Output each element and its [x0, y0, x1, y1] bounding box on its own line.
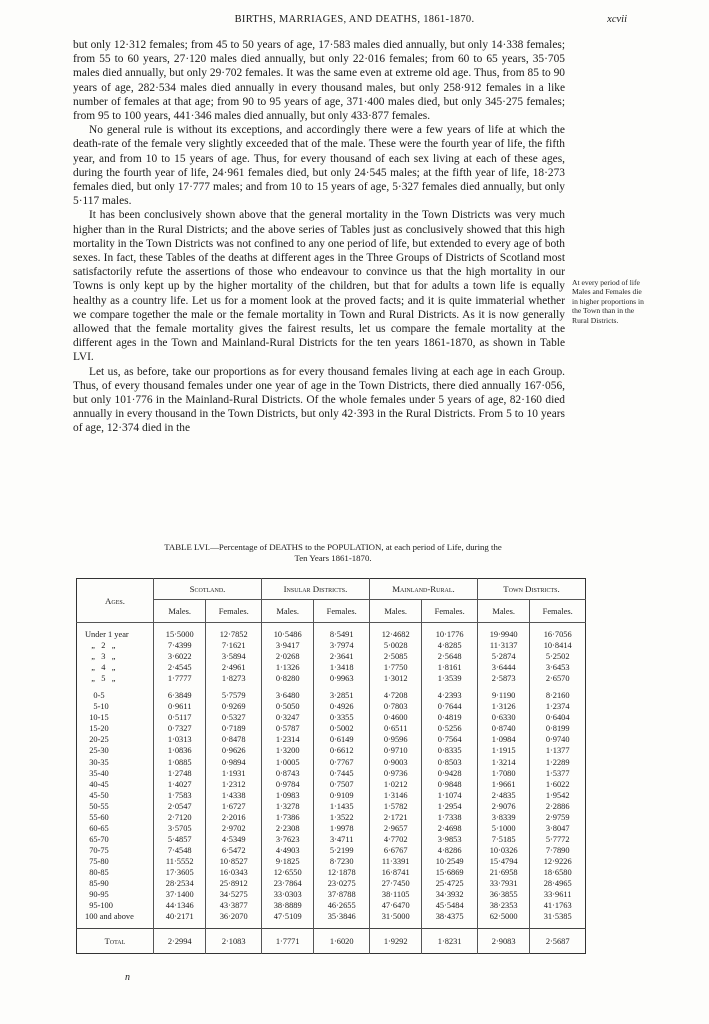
value-cell: 0·7445	[314, 768, 370, 779]
mortality-table	[76, 578, 586, 954]
value-cell: 15·4794	[477, 856, 529, 867]
table-row	[77, 673, 586, 684]
value-cell: 2·4698	[422, 823, 478, 834]
table-row	[77, 701, 586, 712]
value-cell: 3·6480	[261, 690, 313, 701]
table-row	[77, 690, 586, 701]
value-cell: 2·5873	[477, 673, 529, 684]
table-caption	[80, 542, 586, 564]
value-cell: 3·9853	[422, 834, 478, 845]
value-cell: 1·3214	[477, 757, 529, 768]
value-cell: 1·0005	[261, 757, 313, 768]
value-cell: 7·4399	[154, 640, 206, 651]
value-cell: 1·8273	[206, 673, 262, 684]
table-row	[77, 856, 586, 867]
value-cell: 23·0275	[314, 878, 370, 889]
age-cell: 45-50	[85, 790, 109, 800]
paragraph: No general rule is without its exceptions, and accordingly there were a few years of life at which the death-rate of the female very slightly exceeded that of the male. These were the fourth year of life, the fifth year, and from 10 to 15 years of age. Thus, for every thousand of each sex living at each of these ages, during the fourth year of life, 24·961 females died, but only 24·545 males; at the fifth year of life, 18·273 females died, but only 17·777 males; and from 10 to 15 years of age, 5·327 females died annually, but only 5·117 males.	[73, 124, 565, 208]
value-cell: 0·9626	[206, 745, 262, 756]
sex-header: Females.	[206, 600, 262, 623]
age-cell: „ 2 „	[85, 641, 116, 651]
value-cell: 3·5705	[154, 823, 206, 834]
table-row	[77, 640, 586, 651]
value-cell: 3·2851	[314, 690, 370, 701]
value-cell: 0·9109	[314, 790, 370, 801]
value-cell: 1·7583	[154, 790, 206, 801]
value-cell: 0·4600	[369, 712, 421, 723]
value-cell: 11·3391	[369, 856, 421, 867]
value-cell: 0·9736	[369, 768, 421, 779]
value-cell: 1·7750	[369, 662, 421, 673]
value-cell: 1·1931	[206, 768, 262, 779]
table-row	[77, 629, 586, 640]
sex-header: Males.	[154, 600, 206, 623]
total-label: Total	[77, 929, 154, 954]
age-cell: 30-35	[85, 757, 109, 767]
value-cell: 1·1435	[314, 801, 370, 812]
value-cell: 10·0326	[477, 845, 529, 856]
table-row	[77, 911, 586, 922]
age-cell: 80-85	[85, 867, 109, 877]
age-cell: Under 1 year	[85, 630, 129, 639]
value-cell: 0·5787	[261, 723, 313, 734]
value-cell: 1·7777	[154, 673, 206, 684]
age-cell: 10-15	[85, 713, 109, 723]
value-cell: 1·3012	[369, 673, 421, 684]
value-cell: 1·7080	[477, 768, 529, 779]
age-cell: 50-55	[85, 801, 109, 811]
value-cell: 5·7579	[206, 690, 262, 701]
value-cell: 1·8161	[422, 662, 478, 673]
value-cell: 3·8047	[530, 823, 586, 834]
signature-mark: n	[125, 972, 130, 983]
age-cell: 60-65	[85, 823, 109, 833]
value-cell: 3·6022	[154, 651, 206, 662]
table-row	[77, 651, 586, 662]
value-cell: 4·8286	[422, 845, 478, 856]
value-cell: 3·5894	[206, 651, 262, 662]
value-cell: 8·7230	[314, 856, 370, 867]
value-cell: 1·9661	[477, 779, 529, 790]
value-cell: 0·6330	[477, 712, 529, 723]
value-cell: 2·4961	[206, 662, 262, 673]
value-cell: 37·8788	[314, 889, 370, 900]
value-cell: 1·1074	[422, 790, 478, 801]
value-cell: 1·0984	[477, 734, 529, 745]
age-cell: „ 5 „	[85, 674, 116, 684]
value-cell: 1·2289	[530, 757, 586, 768]
value-cell: 2·0547	[154, 801, 206, 812]
value-cell: 1·4027	[154, 779, 206, 790]
value-cell: 0·3355	[314, 712, 370, 723]
value-cell: 15·5000	[154, 629, 206, 640]
value-cell: 36·3855	[477, 889, 529, 900]
value-cell: 37·1400	[154, 889, 206, 900]
value-cell: 1·3418	[314, 662, 370, 673]
value-cell: 1·2314	[261, 734, 313, 745]
value-cell: 11·5552	[154, 856, 206, 867]
value-cell: 0·7644	[422, 701, 478, 712]
value-cell: 5·2199	[314, 845, 370, 856]
value-cell: 36·2070	[206, 911, 262, 922]
value-cell: 0·8335	[422, 745, 478, 756]
value-cell: 27·7450	[369, 878, 421, 889]
total-value: 2·2994	[154, 929, 206, 954]
age-cell: 15-20	[85, 724, 109, 734]
group-header: Town Districts.	[477, 579, 585, 600]
value-cell: 0·8743	[261, 768, 313, 779]
total-value: 1·9292	[369, 929, 421, 954]
age-cell: 75-80	[85, 856, 109, 866]
value-cell: 1·5377	[530, 768, 586, 779]
value-cell: 5·2502	[530, 651, 586, 662]
value-cell: 4·4903	[261, 845, 313, 856]
value-cell: 3·7623	[261, 834, 313, 845]
value-cell: 10·2549	[422, 856, 478, 867]
value-cell: 0·7189	[206, 723, 262, 734]
value-cell: 38·2353	[477, 900, 529, 911]
value-cell: 16·7056	[530, 629, 586, 640]
value-cell: 1·3146	[369, 790, 421, 801]
value-cell: 31·5000	[369, 911, 421, 922]
ages-header: Ages.	[77, 579, 154, 623]
value-cell: 1·9542	[530, 790, 586, 801]
sex-header: Males.	[477, 600, 529, 623]
value-cell: 1·3126	[477, 701, 529, 712]
value-cell: 2·6570	[530, 673, 586, 684]
value-cell: 5·2874	[477, 651, 529, 662]
value-cell: 38·8889	[261, 900, 313, 911]
value-cell: 0·7803	[369, 701, 421, 712]
table-row	[77, 823, 586, 834]
marginal-note: At every period of life Males and Females die in higher proportions in the Town than in the Rural Districts.	[572, 278, 644, 325]
value-cell: 1·3539	[422, 673, 478, 684]
value-cell: 35·3846	[314, 911, 370, 922]
value-cell: 1·7338	[422, 812, 478, 823]
value-cell: 12·1878	[314, 867, 370, 878]
value-cell: 0·9784	[261, 779, 313, 790]
value-cell: 0·8199	[530, 723, 586, 734]
value-cell: 1·3200	[261, 745, 313, 756]
value-cell: 0·9848	[422, 779, 478, 790]
value-cell: 3·9417	[261, 640, 313, 651]
value-cell: 1·2374	[530, 701, 586, 712]
value-cell: 2·2016	[206, 812, 262, 823]
value-cell: 25·8912	[206, 878, 262, 889]
age-cell: 65-70	[85, 834, 109, 844]
value-cell: 2·9759	[530, 812, 586, 823]
value-cell: 11·3137	[477, 640, 529, 651]
value-cell: 0·6612	[314, 745, 370, 756]
value-cell: 10·1776	[422, 629, 478, 640]
table-row	[77, 878, 586, 889]
value-cell: 1·5782	[369, 801, 421, 812]
value-cell: 1·0313	[154, 734, 206, 745]
value-cell: 1·4338	[206, 790, 262, 801]
value-cell: 0·8478	[206, 734, 262, 745]
value-cell: 2·3641	[314, 651, 370, 662]
table-row	[77, 812, 586, 823]
value-cell: 47·6470	[369, 900, 421, 911]
value-cell: 5·4857	[154, 834, 206, 845]
value-cell: 33·7931	[477, 878, 529, 889]
value-cell: 38·1105	[369, 889, 421, 900]
paragraph: It has been conclusively shown above that the general mortality in the Town Districts was very much higher than in the Rural Districts; and the above series of Tables just as conclusively showed that this high mortality in the Town Districts was not confined to any one period of life, but extended to every age of both sexes. In fact, these Tables of the deaths at different ages in the Three Groups of Districts of Scotland most satisfactorily refute the assertions of those who endeavour to convince us that the high mortality in our Towns is only kept up by the higher mortality of the children, but that for adults a town life is equally healthy as a country life. Let us for a moment look at the proved facts; and it is quite immaterial whether we compare together the male or the female mortality in Town and Rural Districts. As it is now generally allowed that the female mortality gives the fairest results, let us compare the female mortality at the different ages in the Town and Mainland-Rural Districts for the ten years 1861-1870, as shown in Table LVI.	[73, 209, 565, 364]
running-title: BIRTHS, MARRIAGES, AND DEATHS, 1861-1870.	[234, 14, 475, 25]
age-cell: „ 4 „	[85, 663, 116, 673]
value-cell: 1·0885	[154, 757, 206, 768]
age-cell: 35-40	[85, 768, 109, 778]
value-cell: 12·7852	[206, 629, 262, 640]
value-cell: 3·7974	[314, 640, 370, 651]
value-cell: 28·2534	[154, 878, 206, 889]
age-cell: 5-10	[85, 702, 109, 712]
value-cell: 1·1326	[261, 662, 313, 673]
sex-header: Females.	[530, 600, 586, 623]
value-cell: 0·8503	[422, 757, 478, 768]
value-cell: 1·0836	[154, 745, 206, 756]
value-cell: 21·6958	[477, 867, 529, 878]
value-cell: 19·9940	[477, 629, 529, 640]
value-cell: 1·1915	[477, 745, 529, 756]
page-number: xcvii	[607, 14, 627, 25]
table-row	[77, 768, 586, 779]
value-cell: 16·8741	[369, 867, 421, 878]
value-cell: 1·9978	[314, 823, 370, 834]
value-cell: 7·4548	[154, 845, 206, 856]
value-cell: 6·3849	[154, 690, 206, 701]
value-cell: 2·2308	[261, 823, 313, 834]
value-cell: 0·5002	[314, 723, 370, 734]
value-cell: 46·2655	[314, 900, 370, 911]
value-cell: 12·9226	[530, 856, 586, 867]
value-cell: 0·9963	[314, 673, 370, 684]
value-cell: 3·4711	[314, 834, 370, 845]
table-row	[77, 723, 586, 734]
value-cell: 5·1000	[477, 823, 529, 834]
total-row	[77, 929, 586, 954]
value-cell: 34·3932	[422, 889, 478, 900]
table-row	[77, 734, 586, 745]
value-cell: 8·5491	[314, 629, 370, 640]
table-row	[77, 845, 586, 856]
value-cell: 0·7564	[422, 734, 478, 745]
caption-line: TABLE LVI.—Percentage of DEATHS to the POPULATION, at each period of Life, during the	[164, 542, 502, 552]
value-cell: 2·7120	[154, 812, 206, 823]
table-row	[77, 662, 586, 673]
value-cell: 0·9740	[530, 734, 586, 745]
value-cell: 1·3278	[261, 801, 313, 812]
value-cell: 43·3877	[206, 900, 262, 911]
value-cell: 2·9657	[369, 823, 421, 834]
value-cell: 0·7767	[314, 757, 370, 768]
value-cell: 33·9611	[530, 889, 586, 900]
age-cell: „ 3 „	[85, 652, 116, 662]
value-cell: 0·9003	[369, 757, 421, 768]
value-cell: 0·6404	[530, 712, 586, 723]
value-cell: 1·6022	[530, 779, 586, 790]
value-cell: 5·0028	[369, 640, 421, 651]
value-cell: 1·0983	[261, 790, 313, 801]
value-cell: 0·7507	[314, 779, 370, 790]
value-cell: 10·5486	[261, 629, 313, 640]
value-cell: 0·9611	[154, 701, 206, 712]
value-cell: 5·7772	[530, 834, 586, 845]
page-header	[0, 14, 709, 30]
group-header: Insular Districts.	[261, 579, 369, 600]
value-cell: 0·9269	[206, 701, 262, 712]
value-cell: 4·7702	[369, 834, 421, 845]
value-cell: 47·5109	[261, 911, 313, 922]
value-cell: 31·5385	[530, 911, 586, 922]
value-cell: 2·0268	[261, 651, 313, 662]
body-text	[73, 38, 565, 436]
total-value: 2·1083	[206, 929, 262, 954]
value-cell: 0·8280	[261, 673, 313, 684]
value-cell: 7·7890	[530, 845, 586, 856]
age-cell: 85-90	[85, 879, 109, 889]
value-cell: 62·5000	[477, 911, 529, 922]
value-cell: 1·2748	[154, 768, 206, 779]
value-cell: 8·2160	[530, 690, 586, 701]
value-cell: 2·5648	[422, 651, 478, 662]
value-cell: 2·4545	[154, 662, 206, 673]
age-cell: 90-95	[85, 890, 109, 900]
value-cell: 40·2171	[154, 911, 206, 922]
table-row	[77, 801, 586, 812]
value-cell: 6·6767	[369, 845, 421, 856]
age-cell: 95-100	[85, 901, 113, 911]
value-cell: 2·1721	[369, 812, 421, 823]
value-cell: 23·7864	[261, 878, 313, 889]
value-cell: 2·9076	[477, 801, 529, 812]
table-row	[77, 745, 586, 756]
value-cell: 15·6869	[422, 867, 478, 878]
value-cell: 7·5185	[477, 834, 529, 845]
value-cell: 3·6453	[530, 662, 586, 673]
value-cell: 6·5472	[206, 845, 262, 856]
value-cell: 1·1377	[530, 745, 586, 756]
value-cell: 0·6511	[369, 723, 421, 734]
value-cell: 0·5050	[261, 701, 313, 712]
total-value: 2·5687	[530, 929, 586, 954]
total-value: 1·8231	[422, 929, 478, 954]
group-header: Mainland-Rural.	[369, 579, 477, 600]
value-cell: 1·2312	[206, 779, 262, 790]
age-cell: 25-30	[85, 746, 109, 756]
value-cell: 41·1763	[530, 900, 586, 911]
table-row	[77, 790, 586, 801]
value-cell: 9·1190	[477, 690, 529, 701]
value-cell: 17·3605	[154, 867, 206, 878]
value-cell: 0·9710	[369, 745, 421, 756]
value-cell: 10·8527	[206, 856, 262, 867]
value-cell: 0·3247	[261, 712, 313, 723]
age-cell: 70-75	[85, 845, 109, 855]
table-row	[77, 757, 586, 768]
value-cell: 0·7327	[154, 723, 206, 734]
value-cell: 2·4835	[477, 790, 529, 801]
value-cell: 4·7208	[369, 690, 421, 701]
table-row	[77, 889, 586, 900]
value-cell: 33·0303	[261, 889, 313, 900]
value-cell: 4·5349	[206, 834, 262, 845]
paragraph: Let us, as before, take our proportions as for every thousand females living at each age in each Group. Thus, of every thousand females under one year of age in the Town Districts, there died annually 167·056, but only 101·776 in the Mainland-Rural Districts. Of the whole females under 5 years of age, 82·160 died annually in every thousand in the Town Districts, but only 42·393 in the Rural Districts. From 5 to 10 years of age, 12·374 died in the	[73, 365, 565, 435]
value-cell: 0·9894	[206, 757, 262, 768]
total-value: 1·7771	[261, 929, 313, 954]
value-cell: 12·4682	[369, 629, 421, 640]
sex-header: Males.	[369, 600, 421, 623]
value-cell: 0·4819	[422, 712, 478, 723]
age-cell: 100 and above	[85, 912, 134, 922]
value-cell: 10·8414	[530, 640, 586, 651]
value-cell: 1·0212	[369, 779, 421, 790]
value-cell: 4·2393	[422, 690, 478, 701]
value-cell: 0·4926	[314, 701, 370, 712]
value-cell: 1·3522	[314, 812, 370, 823]
value-cell: 28·4965	[530, 878, 586, 889]
age-cell: 55-60	[85, 812, 109, 822]
age-cell: 40-45	[85, 779, 109, 789]
table-row	[77, 867, 586, 878]
total-value: 2·9083	[477, 929, 529, 954]
age-cell: 0-5	[85, 691, 105, 701]
value-cell: 3·8339	[477, 812, 529, 823]
value-cell: 0·5117	[154, 712, 206, 723]
value-cell: 2·5085	[369, 651, 421, 662]
value-cell: 38·4375	[422, 911, 478, 922]
age-cell: 20-25	[85, 735, 109, 745]
value-cell: 1·7386	[261, 812, 313, 823]
value-cell: 7·1621	[206, 640, 262, 651]
sex-header: Males.	[261, 600, 313, 623]
value-cell: 12·6550	[261, 867, 313, 878]
value-cell: 0·9428	[422, 768, 478, 779]
value-cell: 2·2886	[530, 801, 586, 812]
value-cell: 0·5256	[422, 723, 478, 734]
table-row	[77, 900, 586, 911]
value-cell: 0·5327	[206, 712, 262, 723]
value-cell: 9·1825	[261, 856, 313, 867]
value-cell: 18·6580	[530, 867, 586, 878]
table-row	[77, 712, 586, 723]
value-cell: 45·5484	[422, 900, 478, 911]
total-value: 1·6020	[314, 929, 370, 954]
value-cell: 44·1346	[154, 900, 206, 911]
value-cell: 3·6444	[477, 662, 529, 673]
sex-header: Females.	[422, 600, 478, 623]
table-body	[77, 623, 586, 954]
value-cell: 34·5275	[206, 889, 262, 900]
value-cell: 4·8285	[422, 640, 478, 651]
value-cell: 16·0343	[206, 867, 262, 878]
value-cell: 0·9596	[369, 734, 421, 745]
caption-line: Ten Years 1861-1870.	[294, 553, 372, 563]
value-cell: 25·4725	[422, 878, 478, 889]
group-header: Scotland.	[154, 579, 262, 600]
value-cell: 0·6149	[314, 734, 370, 745]
value-cell: 1·6727	[206, 801, 262, 812]
paragraph: but only 12·312 females; from 45 to 50 years of age, 17·583 males died annually, but only 14·338 females; from 55 to 60 years, 27·120 males died annually, but only 22·016 females; from 60 to 65 years, 35·705 males died annually, but only 29·702 females. It was the same even at extreme old age. Thus, from 85 to 90 years of age, 282·534 males died annually in every thousand males, but only 258·912 females in a like number of females at that age; from 90 to 95 years of age, 371·400 males died, but only 345·275 females; from 95 to 100 years, 441·346 males died annually, but only 433·877 females.	[73, 39, 565, 123]
value-cell: 1·2954	[422, 801, 478, 812]
sex-header: Females.	[314, 600, 370, 623]
value-cell: 0·8740	[477, 723, 529, 734]
value-cell: 2·9702	[206, 823, 262, 834]
table-row	[77, 834, 586, 845]
table-row	[77, 779, 586, 790]
